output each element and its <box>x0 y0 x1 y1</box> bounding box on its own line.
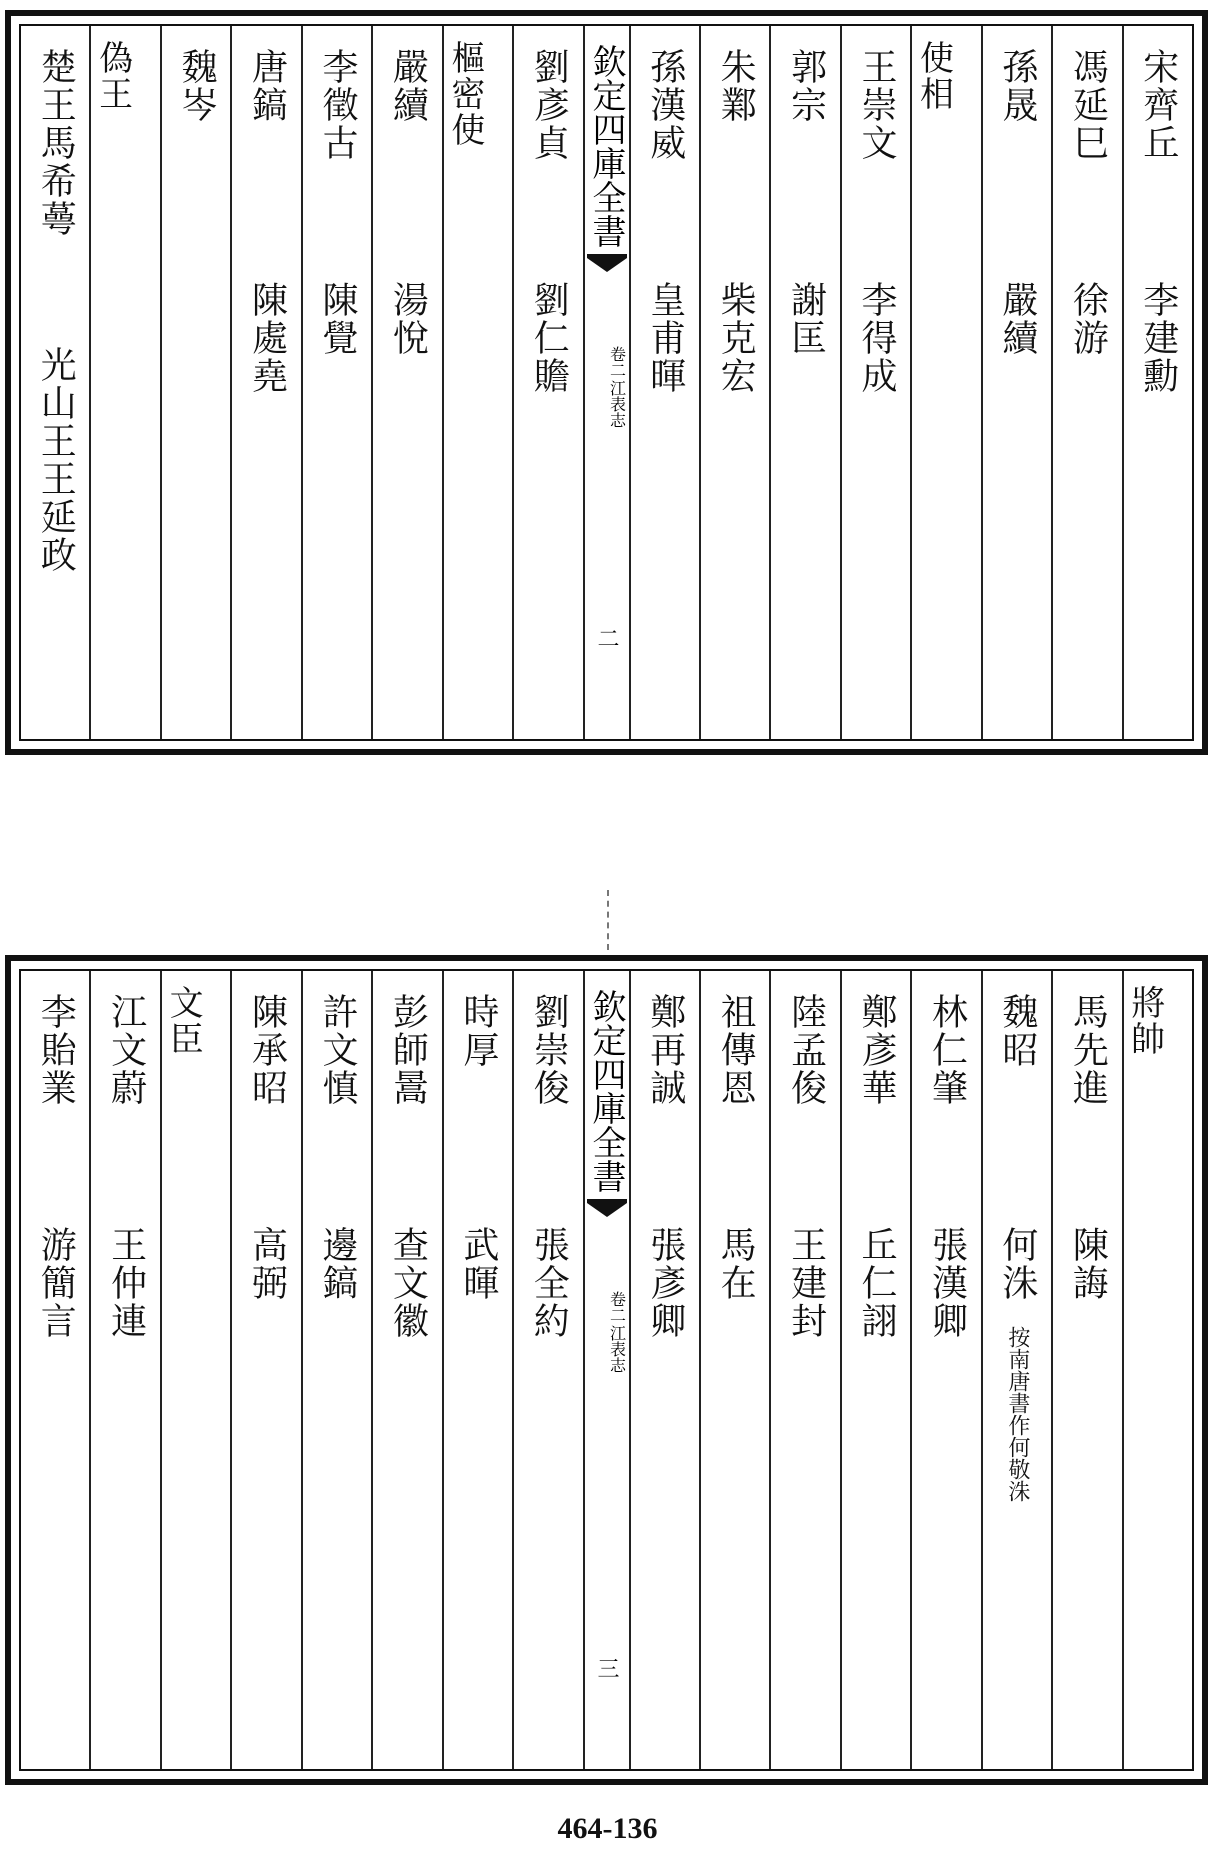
name-secondary: 光山王王延政 <box>35 346 77 574</box>
top-columns <box>21 26 1192 739</box>
name-primary: 李徵古 <box>316 48 358 162</box>
column <box>699 971 769 1769</box>
name-secondary: 張漢卿 <box>926 1226 968 1340</box>
fish-tail-icon <box>587 1199 627 1219</box>
top-page-inner-border <box>19 24 1194 741</box>
column <box>1051 971 1121 1769</box>
book-spine <box>583 971 629 1769</box>
section-heading: 文臣 <box>163 985 204 1057</box>
name-secondary: 張全約 <box>528 1226 570 1340</box>
annotation-note: 按南唐書作何敬洙 <box>1004 1326 1030 1502</box>
name-primary: 彭師暠 <box>387 993 429 1107</box>
column <box>1051 26 1121 739</box>
name-secondary: 皇甫暉 <box>644 281 686 395</box>
column <box>840 971 910 1769</box>
section-heading: 偽王 <box>92 40 133 112</box>
name-primary: 嚴續 <box>387 48 429 124</box>
column <box>1122 971 1192 1769</box>
name-primary: 陳承昭 <box>246 993 288 1107</box>
name-primary: 王崇文 <box>856 48 898 162</box>
name-primary: 李貽業 <box>35 993 77 1107</box>
name-primary: 朱鄴 <box>715 48 757 124</box>
name-secondary: 王建封 <box>785 1226 827 1340</box>
name-primary: 郭宗 <box>785 48 827 124</box>
column <box>981 26 1051 739</box>
column <box>512 26 582 739</box>
name-primary: 孫漢威 <box>644 48 686 162</box>
column <box>769 26 839 739</box>
name-secondary: 王仲連 <box>105 1226 147 1340</box>
name-primary: 鄭彥華 <box>856 993 898 1107</box>
column <box>160 971 230 1769</box>
name-secondary: 張彥卿 <box>644 1226 686 1340</box>
bottom-page-inner-border <box>19 969 1194 1771</box>
column <box>442 26 512 739</box>
name-primary: 劉彥貞 <box>528 48 570 162</box>
column <box>21 971 89 1769</box>
column <box>699 26 769 739</box>
bottom-columns <box>21 971 1192 1769</box>
column <box>629 971 699 1769</box>
page-divider <box>607 890 611 950</box>
name-secondary: 李建勳 <box>1137 281 1179 395</box>
name-primary: 鄭再誠 <box>644 993 686 1107</box>
name-primary: 陸孟俊 <box>785 993 827 1107</box>
top-page <box>0 10 1215 755</box>
name-secondary: 高弼 <box>246 1226 288 1302</box>
column <box>629 26 699 739</box>
name-primary: 劉崇俊 <box>528 993 570 1107</box>
name-secondary: 查文徽 <box>387 1226 429 1340</box>
bottom-page-frame <box>5 955 1208 1785</box>
name-primary: 江文蔚 <box>105 993 147 1107</box>
column <box>1122 26 1192 739</box>
book-title: 欽定四庫全書 <box>586 989 626 1193</box>
name-secondary: 武暉 <box>457 1226 499 1302</box>
name-primary: 魏昭 <box>996 993 1038 1069</box>
column <box>160 26 230 739</box>
column <box>89 971 159 1769</box>
leaf-number: 三 <box>594 1657 619 1679</box>
column <box>230 26 300 739</box>
fish-tail-icon <box>587 254 627 274</box>
column <box>442 971 512 1769</box>
bottom-page <box>0 955 1215 1785</box>
name-secondary: 馬在 <box>715 1226 757 1302</box>
name-secondary: 游簡言 <box>35 1226 77 1340</box>
name-secondary: 劉仁贍 <box>528 281 570 395</box>
name-secondary: 嚴續 <box>996 281 1038 357</box>
book-spine <box>583 26 629 739</box>
book-subtitle: 江表志 卷二 <box>607 1291 627 1373</box>
column <box>371 26 441 739</box>
column <box>910 26 980 739</box>
column <box>371 971 441 1769</box>
name-secondary: 李得成 <box>856 281 898 395</box>
name-primary: 馮延巳 <box>1067 48 1109 162</box>
name-primary: 唐鎬 <box>246 48 288 124</box>
name-secondary: 徐游 <box>1067 281 1109 357</box>
column <box>89 26 159 739</box>
top-page-frame <box>5 10 1208 755</box>
column <box>21 26 89 739</box>
column <box>301 971 371 1769</box>
name-secondary: 邊鎬 <box>316 1226 358 1302</box>
name-secondary: 何洙 <box>996 1226 1038 1302</box>
book-title: 欽定四庫全書 <box>586 44 626 248</box>
name-secondary: 陳覺 <box>316 281 358 357</box>
name-secondary: 柴克宏 <box>715 281 757 395</box>
section-heading: 將帥 <box>1124 985 1165 1057</box>
name-secondary: 陳處堯 <box>246 281 288 395</box>
leaf-number: 二 <box>594 627 619 649</box>
section-heading: 樞密使 <box>444 40 485 148</box>
name-primary: 宋齊丘 <box>1137 48 1179 162</box>
column <box>769 971 839 1769</box>
name-secondary: 陳誨 <box>1067 1226 1109 1302</box>
column <box>910 971 980 1769</box>
name-secondary: 謝匡 <box>785 281 827 357</box>
name-primary: 林仁肇 <box>926 993 968 1107</box>
name-primary: 馬先進 <box>1067 993 1109 1107</box>
name-primary: 楚王馬希蕚 <box>35 48 77 238</box>
name-primary: 孫晟 <box>996 48 1038 124</box>
name-primary: 魏岑 <box>176 48 218 124</box>
column <box>301 26 371 739</box>
name-primary: 許文慎 <box>316 993 358 1107</box>
name-secondary: 湯悅 <box>387 281 429 357</box>
section-heading: 使相 <box>913 40 954 112</box>
name-primary: 時厚 <box>457 993 499 1069</box>
name-secondary: 丘仁詡 <box>856 1226 898 1340</box>
page-number-footer: 464-136 <box>557 1812 658 1845</box>
column <box>840 26 910 739</box>
column <box>512 971 582 1769</box>
column <box>981 971 1051 1769</box>
book-subtitle: 江表志 卷二 <box>607 346 627 428</box>
column <box>230 971 300 1769</box>
name-primary: 祖傳恩 <box>715 993 757 1107</box>
